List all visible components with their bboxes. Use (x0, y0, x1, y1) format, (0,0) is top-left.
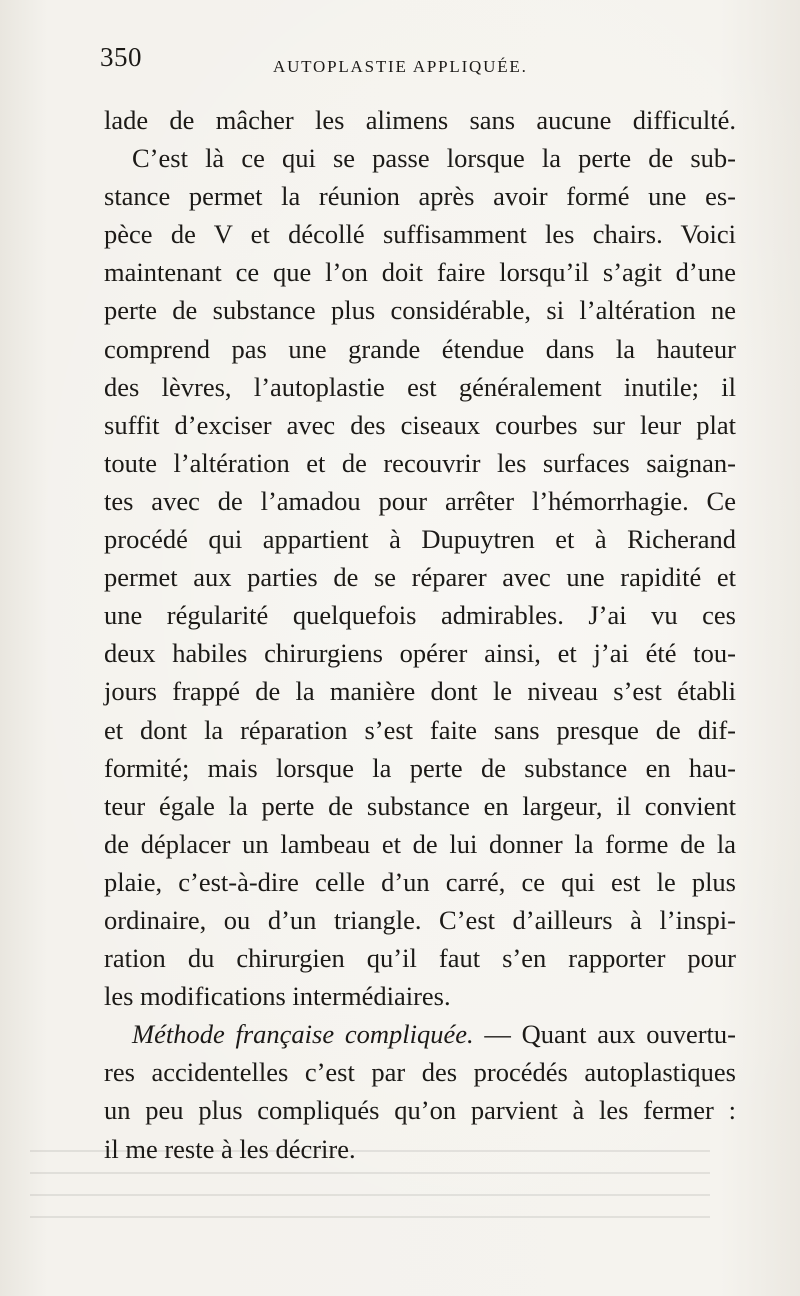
text-line: ration du chirurgien qu’il faut s’en rapporter pour (104, 943, 736, 974)
text-line: il me reste à les décrire. (104, 1133, 356, 1164)
text-line: de déplacer un lambeau et de lui donner la forme de la (104, 828, 736, 859)
text-line: des lèvres, l’autoplastie est généralement inutile; il (104, 371, 736, 402)
section-first-line (104, 1015, 736, 1053)
text-line: res accidentelles c’est par des procédés autoplastiques (104, 1057, 736, 1088)
text-line: ordinaire, ou d’un triangle. C’est d’ailleurs à l’inspi- (104, 904, 736, 935)
text-line: comprend pas une grande étendue dans la hauteur (104, 333, 736, 364)
page-number: 350 (100, 42, 142, 72)
text-line: teur égale la perte de substance en largeur, il convient (104, 790, 736, 821)
text-line: formité; mais lorsque la perte de substance en hau- (104, 752, 736, 783)
show-through-texture (30, 1150, 710, 1230)
text-line: les modifications intermédiaires. (104, 981, 451, 1012)
body-text (104, 101, 736, 1168)
text-line: jours frappé de la manière dont le niveau s’est établi (104, 676, 736, 707)
text-line: deux habiles chirurgiens opérer ainsi, et j’ai été tou- (104, 638, 736, 669)
text-line: C’est là ce qui se passe lorsque la perte de sub- (132, 143, 736, 174)
section-dash: — (473, 1019, 522, 1050)
text-line: pèce de V et décollé suffisamment les chairs. Voici (104, 219, 736, 250)
text-line: plaie, c’est-à-dire celle d’un carré, ce qui est le plus (104, 866, 736, 897)
text-line: procédé qui appartient à Dupuytren et à Richerand (104, 524, 736, 555)
text-line: un peu plus compliqués qu’on parvient à les fermer : (104, 1095, 736, 1126)
text-line: perte de substance plus considérable, si l’altération ne (104, 295, 736, 326)
text-line: une régularité quelquefois admirables. J’ai vu ces (104, 600, 736, 631)
section-first-line-text: Quant aux ouvertu- (521, 1019, 736, 1050)
text-line: suffit d’exciser avec des ciseaux courbes sur leur plat (104, 409, 736, 440)
text-line: stance permet la réunion après avoir formé une es- (104, 181, 736, 212)
section-heading: Méthode française compliquée. (132, 1019, 474, 1050)
text-line: tes avec de l’amadou pour arrêter l’hémorrhagie. Ce (104, 485, 736, 516)
text-line: permet aux parties de se réparer avec une rapidité et (104, 562, 736, 593)
text-line: et dont la réparation s’est faite sans presque de dif- (104, 714, 736, 745)
running-title: AUTOPLASTIE APPLIQUÉE. (273, 57, 528, 76)
text-line: maintenant ce que l’on doit faire lorsqu’il s’agit d’une (104, 257, 736, 288)
text-line: toute l’altération et de recouvrir les surfaces saignan- (104, 447, 736, 478)
text-line: lade de mâcher les alimens sans aucune difficulté. (104, 105, 736, 135)
